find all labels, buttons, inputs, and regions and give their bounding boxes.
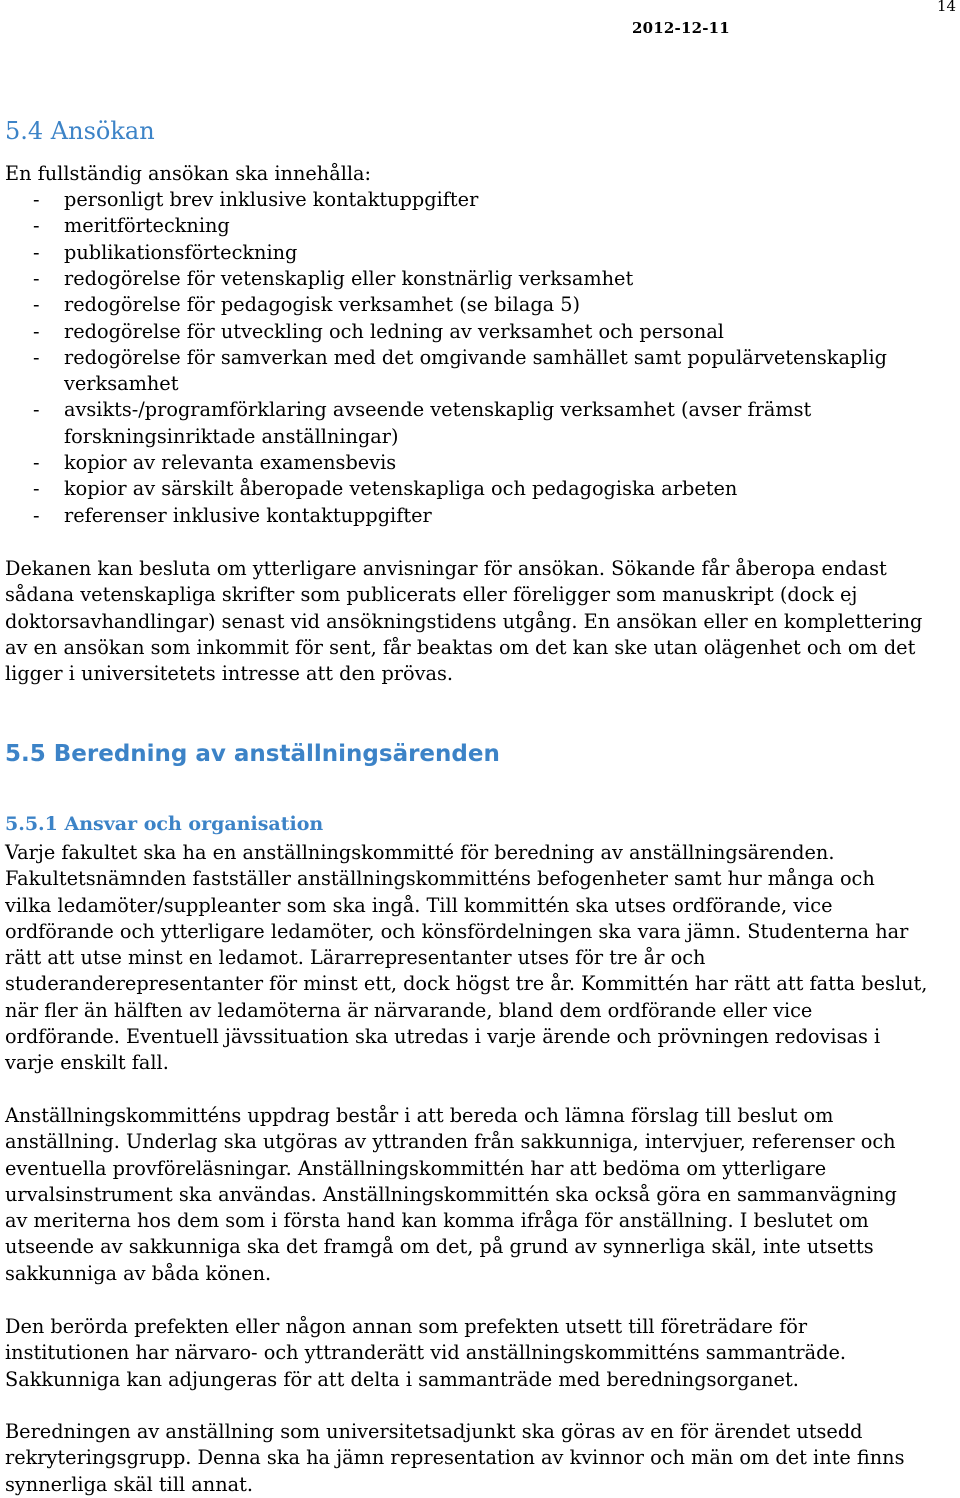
- paragraph-line: doktorsavhandlingar) senast vid ansökningstidens utgång. En ansökan eller en komplettering: [5, 609, 923, 633]
- paragraph-line: av en ansökan som inkommit för sent, får beaktas om det kan ske utan olägenhet och om det: [5, 635, 916, 659]
- paragraph-line: Anställningskommitténs uppdrag består i att bereda och lämna förslag till beslut om: [5, 1104, 834, 1127]
- paragraph-line: eventuella provföreläsningar. Anställningskommittén har att bedöma om ytterligare: [5, 1156, 827, 1180]
- paragraph-prefect: [5, 1314, 960, 1393]
- list-item: referenser inklusive kontaktuppgifter: [64, 503, 432, 527]
- list-item: kopior av relevanta examensbevis: [64, 451, 397, 474]
- section-heading-5-5: 5.5 Beredning av anställningsärenden: [5, 741, 500, 767]
- list-dash: -: [33, 214, 40, 238]
- paragraph-line: Sakkunniga kan adjungeras för att delta i sammanträde med beredningsorganet.: [5, 1367, 799, 1391]
- list-item: redogörelse för utveckling och ledning av verksamhet och personal: [64, 319, 724, 343]
- list-dash: -: [33, 503, 40, 527]
- list-dash: -: [33, 188, 40, 211]
- list-dash: -: [33, 319, 40, 343]
- list-dash: -: [33, 451, 40, 474]
- paragraph-line: synnerliga skäl till annat.: [5, 1472, 254, 1496]
- list-dash: -: [33, 266, 40, 290]
- list-item: redogörelse för samverkan med det omgivande samhället samt populärvetenskaplig: [64, 345, 887, 369]
- list-item: redogörelse för pedagogisk verksamhet (se bilaga 5): [64, 293, 581, 317]
- paragraph-line: vilka ledamöter/suppleanter som ska ingå. Till kommittén ska utses ordförande, vice: [5, 893, 833, 917]
- paragraph-recruitment-group: [5, 1419, 960, 1498]
- list-item: publikationsförteckning: [64, 240, 298, 264]
- paragraph-line: Varje fakultet ska ha en anställningskommitté för beredning av anställningsärenden.: [5, 841, 835, 864]
- list-item: personligt brev inklusive kontaktuppgifter: [64, 188, 479, 211]
- paragraph-committee: [5, 840, 960, 1077]
- list-dash: -: [33, 398, 40, 422]
- paragraph-line: anställning. Underlag ska utgöras av yttranden från sakkunniga, intervjuer, referenser och: [5, 1130, 896, 1154]
- list-dash: -: [33, 240, 40, 264]
- paragraph-line: varje enskilt fall.: [5, 1051, 169, 1075]
- subsection-heading-5-5-1: 5.5.1 Ansvar och organisation: [5, 813, 324, 835]
- list-item: avsikts-/programförklaring avseende vetenskaplig verksamhet (avser främst: [64, 398, 812, 422]
- page-number: 14: [937, 0, 957, 15]
- paragraph-line: Beredningen av anställning som universitetsadjunkt ska göras av en för ärendet utsedd: [5, 1420, 863, 1443]
- list-item: meritförteckning: [64, 214, 230, 238]
- paragraph-line: sakkunniga av båda könen.: [5, 1261, 272, 1285]
- requirements-list: [0, 187, 960, 532]
- paragraph-line: ordförande och ytterligare ledamöter, och könsfördelningen ska vara jämn. Studenterna har: [5, 919, 909, 943]
- list-item: kopior av särskilt åberopade vetenskapliga och pedagogiska arbeten: [64, 477, 738, 501]
- section-heading-5-4: 5.4 Ansökan: [5, 117, 155, 145]
- list-item-continuation: verksamhet: [64, 372, 179, 396]
- list-dash: -: [33, 477, 40, 501]
- paragraph-application-instructions: [5, 556, 960, 687]
- list-item: redogörelse för vetenskaplig eller konstnärlig verksamhet: [64, 266, 634, 290]
- list-dash: -: [33, 345, 40, 369]
- paragraph-line: sådana vetenskapliga skrifter som publicerats eller föreligger som manuskript (dock ej: [5, 583, 858, 607]
- paragraph-line: Den berörda prefekten eller någon annan som prefekten utsett till företrädare för: [5, 1315, 808, 1338]
- document-date: 2012-12-11: [632, 19, 730, 37]
- paragraph-line: institutionen har närvaro- och yttranderätt vid anställningskommitténs sammanträde.: [5, 1341, 847, 1365]
- paragraph-committee-assignment: [5, 1103, 960, 1287]
- paragraph-line: urvalsinstrument ska användas. Anställningskommittén ska också göra en sammanvägning: [5, 1182, 897, 1206]
- paragraph-line: Fakultetsnämnden fastställer anställningskommitténs befogenheter samt hur många och: [5, 867, 875, 891]
- paragraph-line: rätt att utse minst en ledamot. Lärarrepresentanter utses för tre år och: [5, 946, 706, 970]
- paragraph-line: rekryteringsgrupp. Denna ska ha jämn representation av kvinnor och män om det inte finns: [5, 1446, 905, 1470]
- paragraph-line: Dekanen kan besluta om ytterligare anvisningar för ansökan. Sökande får åberopa endast: [5, 557, 887, 580]
- paragraph-line: utseende av sakkunniga ska det framgå om det, på grund av synnerliga skäl, inte utsetts: [5, 1235, 874, 1259]
- paragraph-line: när fler än hälften av ledamöterna är närvarande, bland dem ordförande eller vice: [5, 998, 813, 1022]
- paragraph-line: studeranderepresentanter för minst ett, dock högst tre år. Kommittén har rätt att fatta beslut,: [5, 972, 928, 996]
- list-dash: -: [33, 293, 40, 317]
- list-item-continuation: forskningsinriktade anställningar): [64, 424, 399, 448]
- paragraph-line: ligger i universitetets intresse att den prövas.: [5, 662, 454, 686]
- paragraph-line: ordförande. Eventuell jävssituation ska utredas i varje ärende och prövningen redovisas i: [5, 1025, 881, 1049]
- paragraph-line: av meriterna hos dem som i första hand kan komma ifråga för anställning. I beslutet om: [5, 1209, 869, 1233]
- list-intro: En fullständig ansökan ska innehålla:: [5, 162, 372, 185]
